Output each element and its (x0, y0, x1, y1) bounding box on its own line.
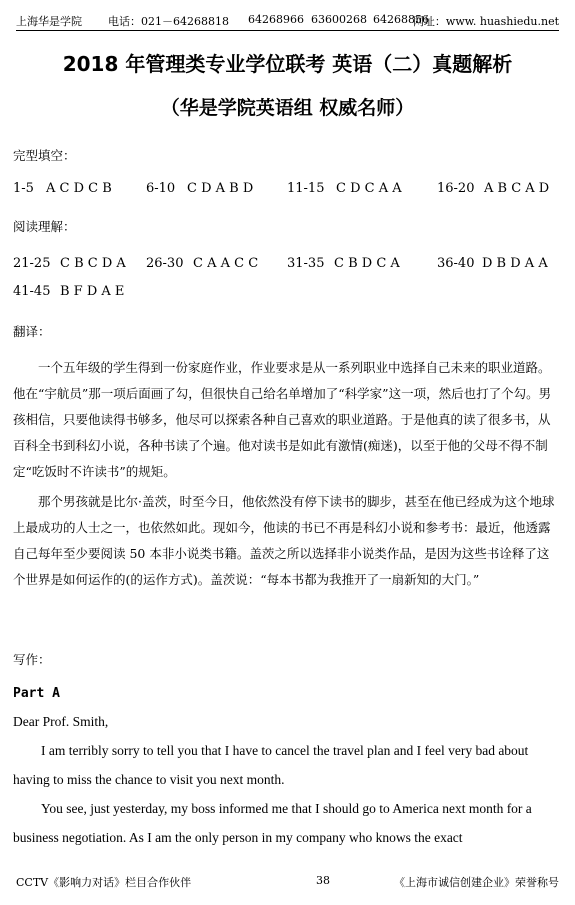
answer-range: 16-20 (437, 181, 475, 196)
reading-label: 阅读理解： (13, 219, 76, 234)
answer-range: 31-35 (287, 256, 325, 271)
answer-range: 26-30 (146, 256, 184, 271)
translation-paragraph-2: 那个男孩就是比尔·盖茨，时至今日，他依然没有停下读书的脚步，甚至在他已经成为这个地球上最成功的人士之一，也依然如此。现如今，他读的书已不再是科幻小说和参考书：最近，他透露自己每年至少要阅读 50 本非小说类书籍。盖茨之所以选择非小说类作品，是因为这些书诠释了这个世界是如何运作的(的运作方式)。盖茨说：“每本书都为我推开了一扇新知的大门。” (13, 494, 555, 587)
answer-range: 36-40 (437, 256, 475, 271)
header-phone-3: 63600268 (311, 13, 367, 26)
answer-letters: C B D C A (334, 256, 400, 271)
answer-letters: A C D C B (46, 181, 112, 196)
answer-letters: C D C A A (336, 181, 402, 196)
header-phone-2: 64268966 (248, 13, 304, 26)
page-title: 2018 年管理类专业学位联考 英语（二）真题解析 (62, 52, 513, 76)
page-number: 38 (316, 874, 330, 887)
writing-label: 写作： (13, 652, 51, 667)
header-phone: 电话：021－64268818 (108, 15, 229, 28)
letter-paragraph-1: I am terribly sorry to tell you that I have to cancel the travel plan and I feel very bad about having to miss the chance to visit you next month. (13, 743, 529, 787)
header-phone-4: 64268856 (373, 13, 429, 26)
answer-letters: D B D A A (482, 256, 548, 271)
answer-letters: C A A C C (193, 256, 259, 271)
part-heading: Part A (13, 686, 60, 701)
letter-salutation: Dear Prof. Smith, (13, 714, 109, 729)
header-website: 网址：www. huashiedu.net (412, 15, 559, 28)
answer-letters: B F D A E (60, 284, 125, 299)
answer-letters: C B C D A (60, 256, 126, 271)
translation-paragraph-1: 一个五年级的学生得到一份家庭作业，作业要求是从一系列职业中选择自己未来的职业道路。他在“宇航员”那一项后面画了勾，但很快自己给名单增加了“科学家”这一项，然后也打了个勾。男孩相信，只要他读得书够多，他尽可以探索各种自己喜欢的职业道路。于是他真的读了很多书，从百科全书到科幻小说，各种书读了个遍。他对读书是如此有激情(痴迷)，以至于他的父母不得不制定“吃饭时不许读书”的规矩。 (13, 360, 552, 479)
cloze-label: 完型填空： (13, 148, 76, 163)
answer-range: 6-10 (146, 181, 176, 196)
letter-paragraph-2: You see, just yesterday, my boss informed me that I should go to America next month for a business negotiation. As I am the only person in my company who knows the exact (13, 801, 532, 845)
answer-range: 11-15 (287, 181, 325, 196)
footer-right: 《上海市诚信创建企业》荣誉称号 (394, 876, 559, 889)
header-org: 上海华是学院 (16, 15, 82, 28)
footer-left: CCTV《影响力对话》栏目合作伙伴 (16, 876, 192, 889)
page-subtitle: （华是学院英语组 权威名师） (160, 97, 415, 119)
answer-letters: C D A B D (187, 181, 254, 196)
answer-range: 21-25 (13, 256, 51, 271)
answer-range: 41-45 (13, 284, 51, 299)
answer-range: 1-5 (13, 181, 34, 196)
translation-label: 翻译： (13, 324, 51, 339)
page-header (16, 10, 559, 31)
answer-letters: A B C A D (484, 181, 550, 196)
